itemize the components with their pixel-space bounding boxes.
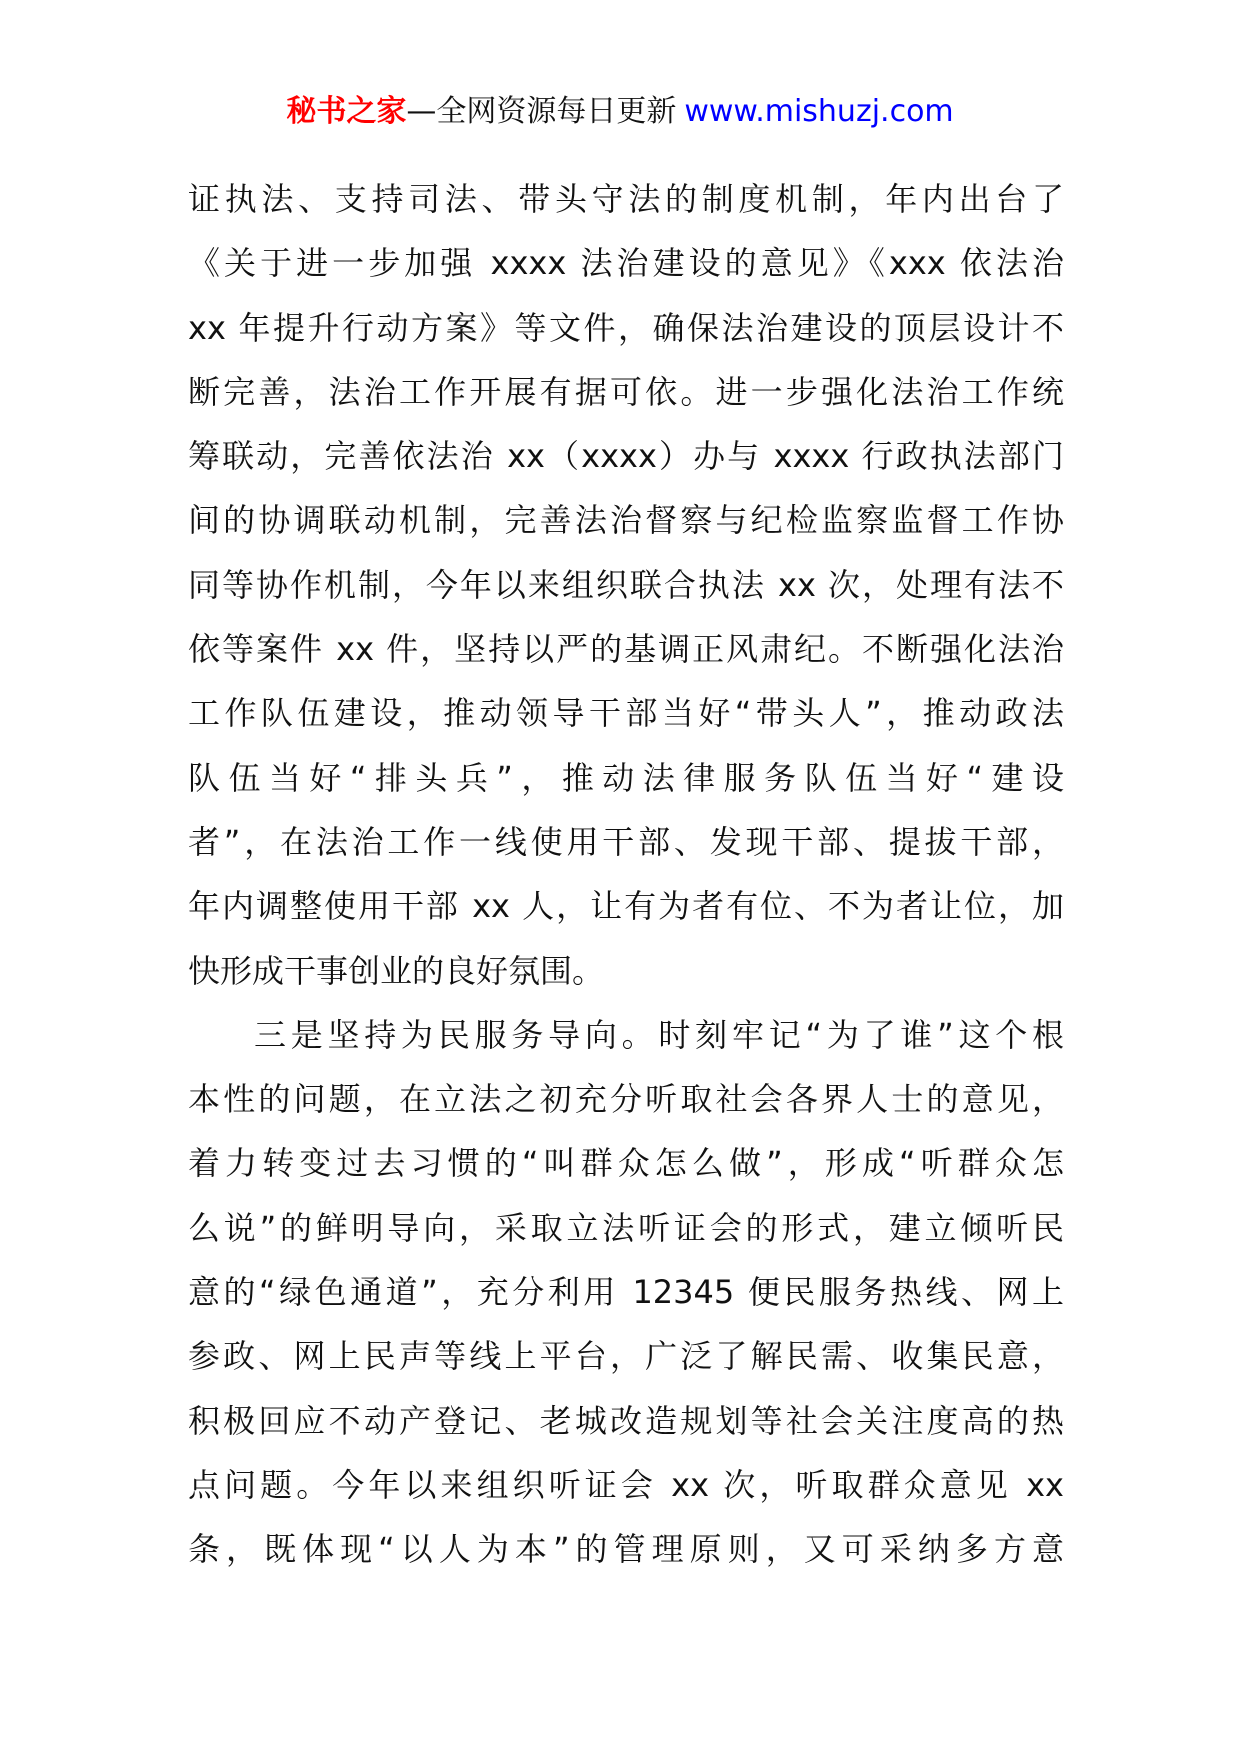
text-line: 工作队伍建设，推动领导干部当好“带头人”，推动政法 (188, 694, 1064, 733)
text-line: 么说”的鲜明导向，采取立法听证会的形式，建立倾听民 (188, 1208, 1064, 1247)
text-line: 同等协作机制，今年以来组织联合执法 xx 次，处理有法不 (188, 565, 1064, 604)
text-line-paragraph-start: 三是坚持为民服务导向。时刻牢记“为了谁”这个根 (254, 1015, 1064, 1054)
text-line-paragraph-end: 快形成干事创业的良好氛围。 (188, 951, 605, 990)
text-line: 队伍当好“排头兵”，推动法律服务队伍当好“建设 (188, 758, 1064, 797)
text-line: 者”，在法治工作一线使用干部、发现干部、提拔干部， (188, 822, 1064, 861)
text-line: 《关于进一步加强 xxxx 法治建设的意见》《xxx 依法治 (188, 244, 1064, 283)
text-line: 间的协调联动机制，完善法治督察与纪检监察监督工作协 (188, 501, 1064, 540)
text-line: 证执法、支持司法、带头守法的制度机制，年内出台了 (188, 180, 1064, 218)
site-tagline: —全网资源每日更新 (406, 94, 677, 129)
document-body (188, 167, 1064, 1582)
text-line: xx 年提升行动方案》等文件，确保法治建设的顶层设计不 (188, 308, 1064, 347)
site-url-link[interactable]: www.mishuzj.com (684, 94, 954, 129)
text-line: 参政、网上民声等线上平台，广泛了解民需、收集民意， (188, 1337, 1064, 1376)
text-line: 意的“绿色通道”，充分利用 12345 便民服务热线、网上 (188, 1273, 1064, 1312)
text-line: 条，既体现“以人为本”的管理原则，又可采纳多方意 (188, 1530, 1064, 1569)
text-line: 本性的问题，在立法之初充分听取社会各界人士的意见， (188, 1080, 1064, 1119)
text-line: 着力转变过去习惯的“叫群众怎么做”，形成“听群众怎 (188, 1144, 1064, 1183)
text-line: 年内调整使用干部 xx 人，让有为者有位、不为者让位，加 (188, 887, 1064, 926)
text-line: 积极回应不动产登记、老城改造规划等社会关注度高的热 (188, 1401, 1064, 1440)
text-line: 断完善，法治工作开展有据可依。进一步强化法治工作统 (188, 372, 1064, 411)
text-line: 筹联动，完善依法治 xx（xxxx）办与 xxxx 行政执法部门 (188, 437, 1064, 476)
site-brand: 秘书之家 (286, 94, 407, 129)
text-line: 点问题。今年以来组织听证会 xx 次，听取群众意见 xx (188, 1465, 1064, 1504)
page-header (0, 94, 1240, 130)
text-line: 依等案件 xx 件，坚持以严的基调正风肃纪。不断强化法治 (188, 630, 1064, 669)
